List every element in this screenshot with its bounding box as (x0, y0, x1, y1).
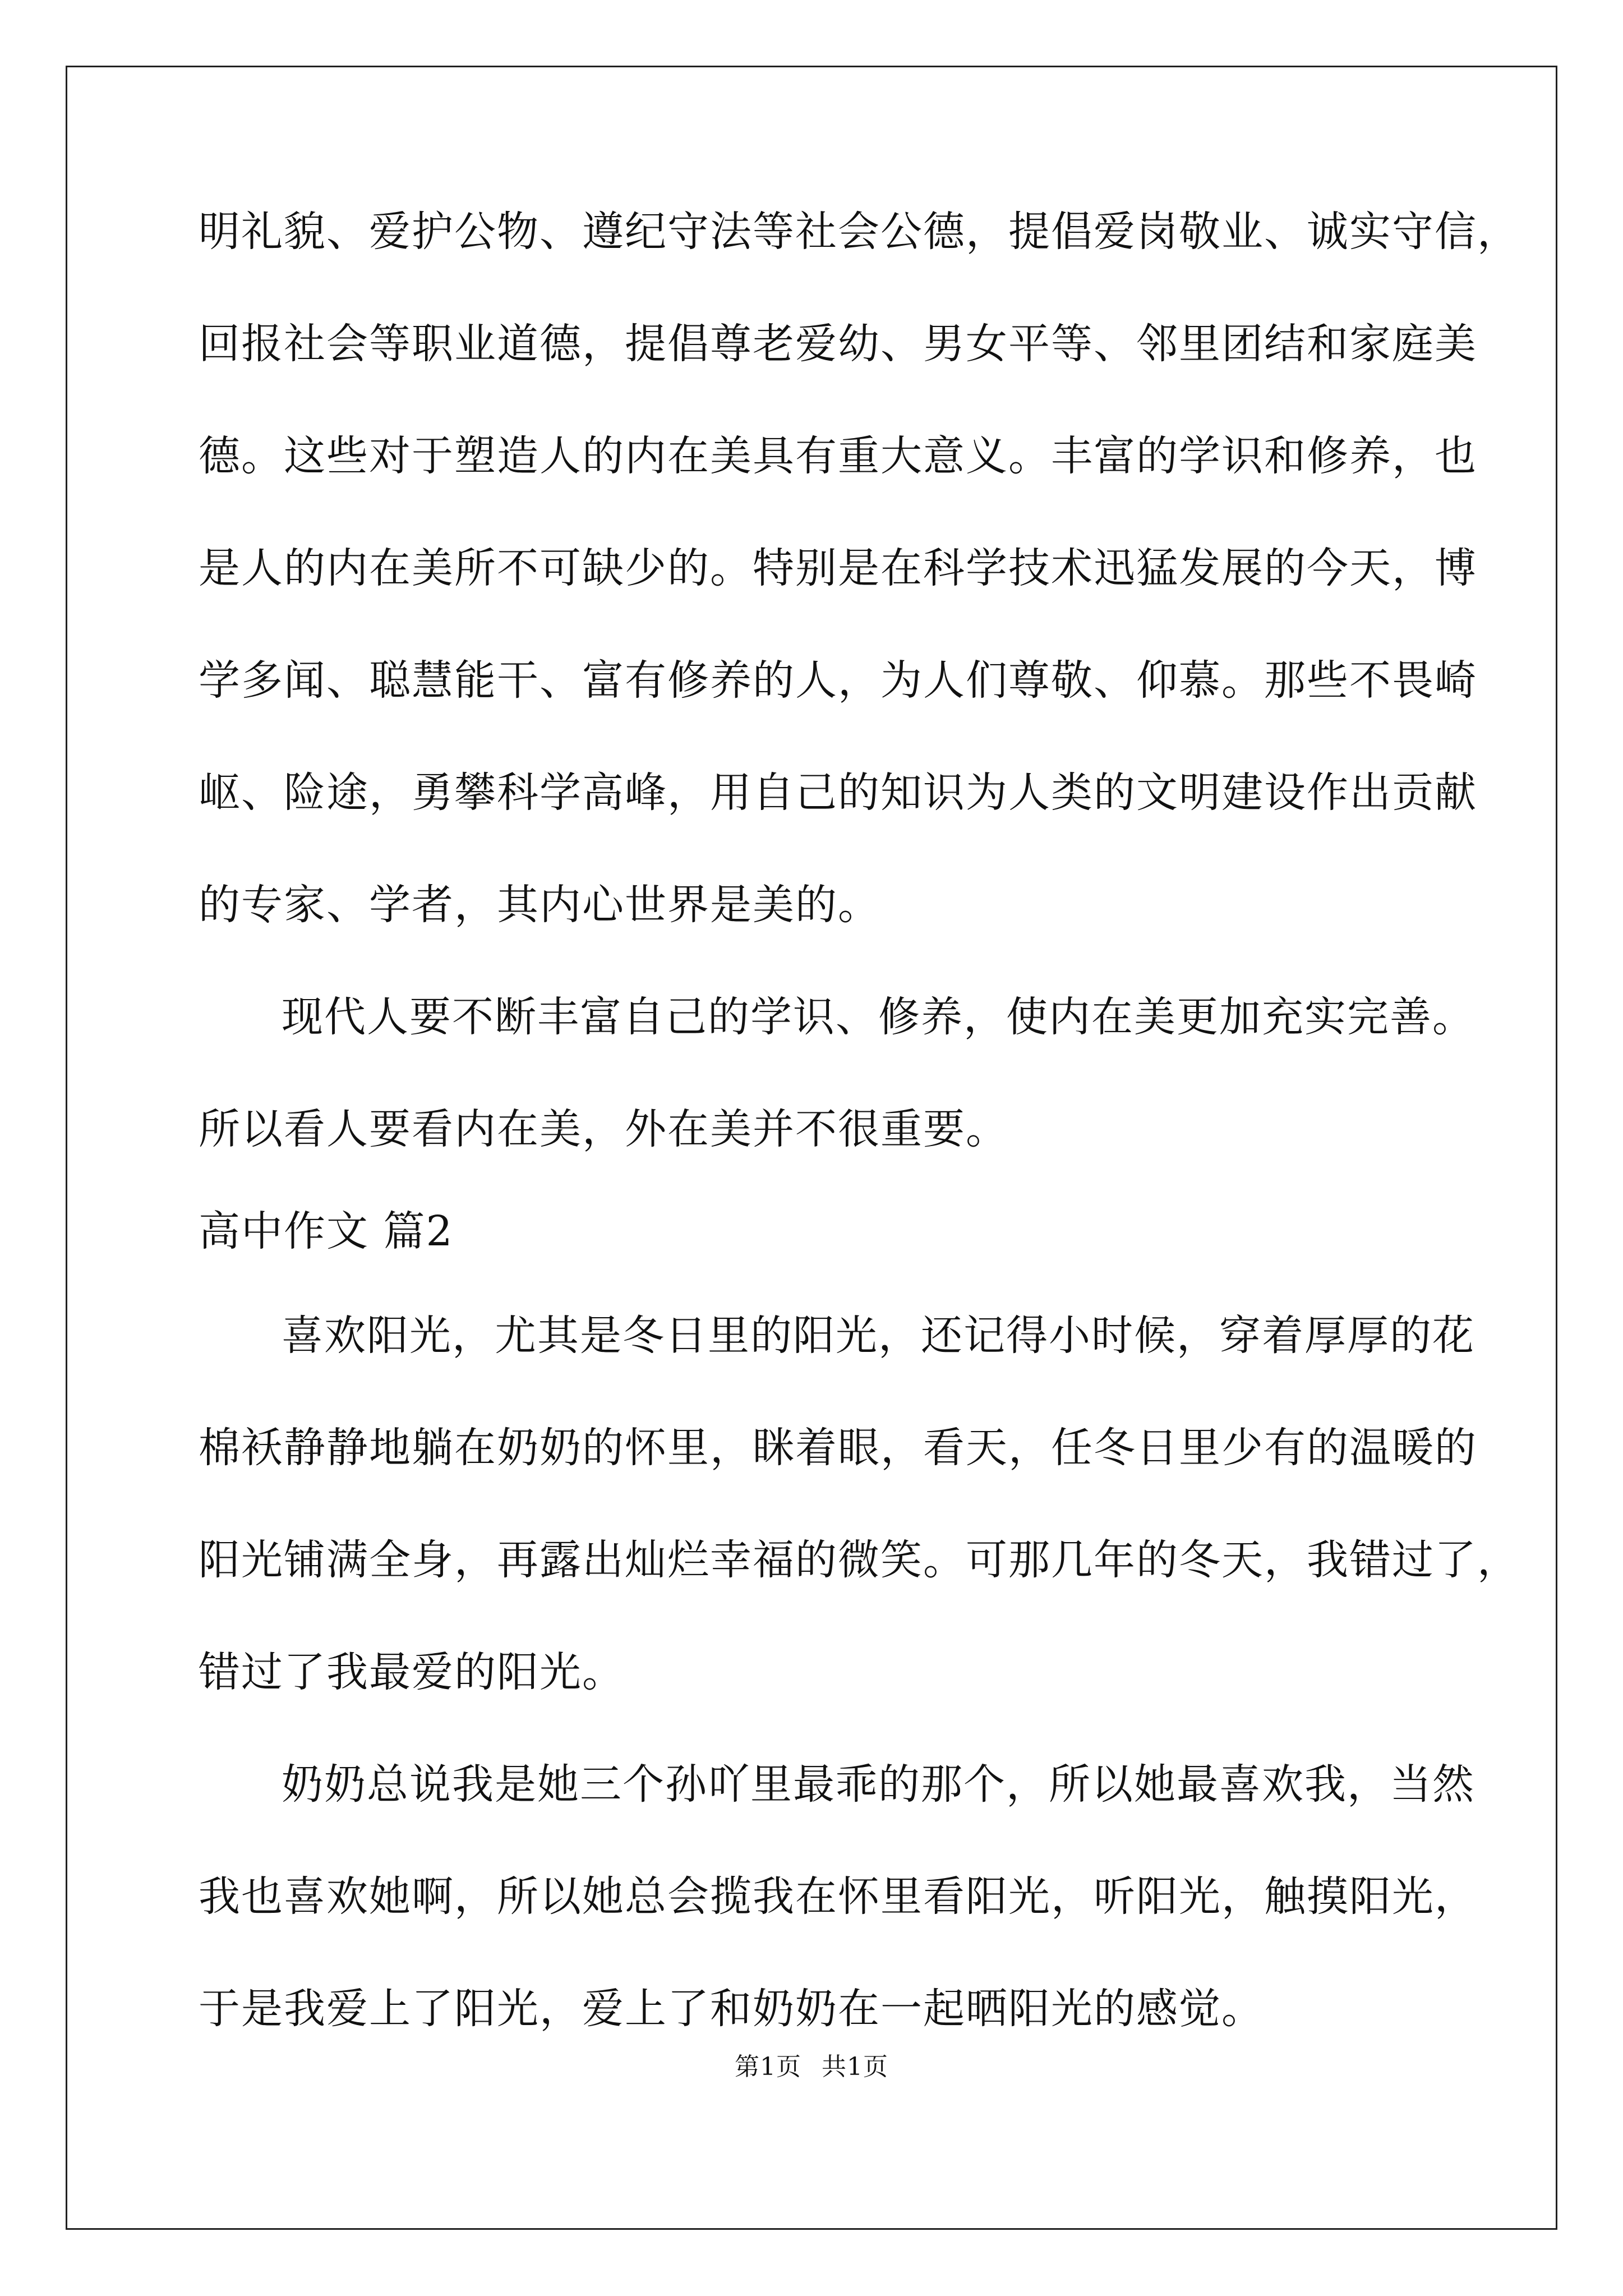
text-line: 岖、险途，勇攀科学高峰，用自己的知识为人类的文明建设作出贡献 (199, 769, 1477, 817)
section-heading: 高中作文 篇2 (199, 1207, 454, 1255)
text-line: 所以看人要看内在美，外在美并不很重要。 (199, 1105, 1008, 1153)
text-line: 阳光铺满全身，再露出灿烂幸福的微笑。可那几年的冬天，我错过了， (199, 1536, 1520, 1584)
text-line: 于是我爱上了阳光，爱上了和奶奶在一起晒阳光的感觉。 (199, 1985, 1264, 2033)
text-line: 明礼貌、爱护公物、遵纪守法等社会公德，提倡爱岗敬业、诚实守信， (199, 208, 1520, 256)
text-line: 德。这些对于塑造人的内在美具有重大意义。丰富的学识和修养，也 (199, 432, 1477, 480)
text-line: 棉袄静静地躺在奶奶的怀里，眯着眼，看天，任冬日里少有的温暖的 (199, 1424, 1477, 1472)
page-total: 共1页 (822, 2053, 888, 2081)
page-footer (0, 2050, 1623, 2084)
text-line: 现代人要不断丰富自己的学识、修养，使内在美更加充实完善。 (282, 993, 1475, 1041)
text-line: 是人的内在美所不可缺少的。特别是在科学技术迅猛发展的今天，博 (199, 544, 1477, 592)
page-number: 第1页 (735, 2053, 801, 2081)
text-line: 学多闻、聪慧能干、富有修养的人，为人们尊敬、仰慕。那些不畏崎 (199, 656, 1477, 705)
text-line: 回报社会等职业道德，提倡尊老爱幼、男女平等、邻里团结和家庭美 (199, 320, 1477, 368)
text-line: 的专家、学者，其内心世界是美的。 (199, 881, 880, 929)
text-line: 喜欢阳光，尤其是冬日里的阳光，还记得小时候，穿着厚厚的花 (282, 1312, 1475, 1360)
text-line: 我也喜欢她啊，所以她总会揽我在怀里看阳光，听阳光，触摸阳光， (199, 1872, 1477, 1921)
text-line: 奶奶总说我是她三个孙吖里最乖的那个，所以她最喜欢我，当然 (282, 1760, 1475, 1809)
text-line: 错过了我最爱的阳光。 (199, 1648, 625, 1696)
